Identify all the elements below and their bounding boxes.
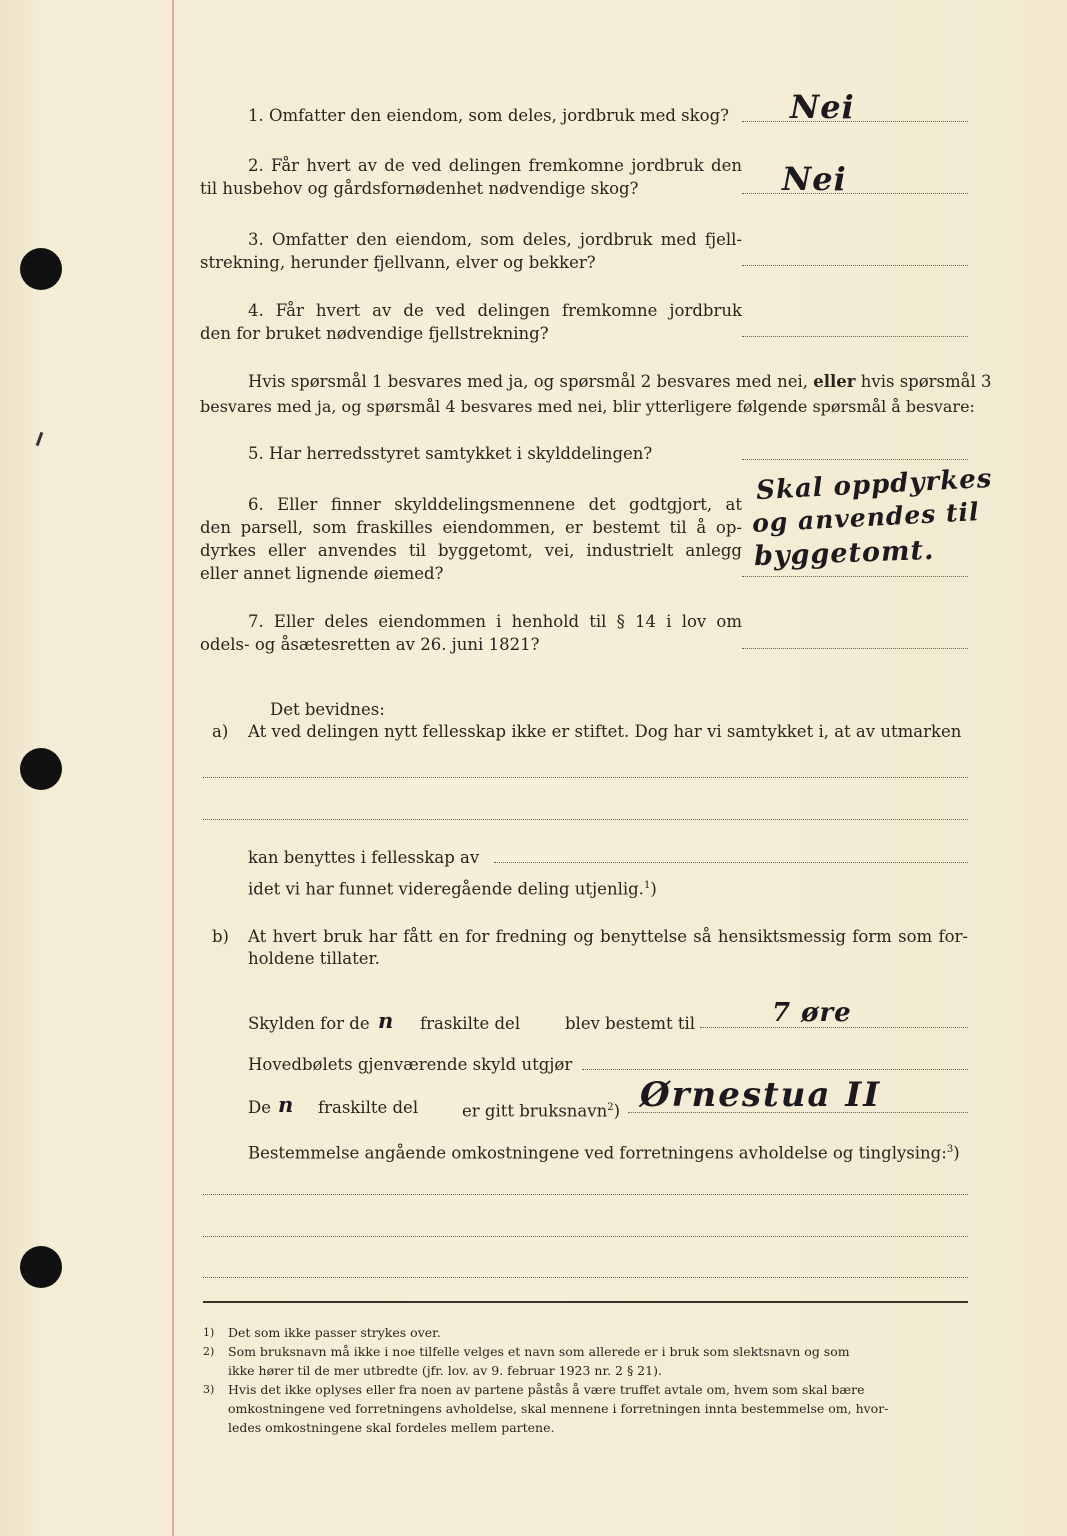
attest-b-line-2: holdene tillater.	[248, 949, 380, 968]
footnote-1-number: 1)	[203, 1326, 215, 1339]
skyld-label-c: blev bestemt til	[565, 1014, 696, 1033]
question-6-line-3: dyrkes eller anvendes til byggetomt, vei, industrielt anlegg	[200, 541, 742, 560]
footnote-2-number: 2)	[203, 1345, 215, 1358]
skyld-label-a: Skylden for de	[248, 1014, 370, 1033]
condition-line-1	[248, 370, 992, 393]
question-4-line-2: den for bruket nødvendige fjellstrekning?	[200, 324, 549, 343]
blank-line	[203, 819, 968, 820]
punch-hole	[20, 1246, 62, 1288]
shared-use-line	[494, 862, 968, 863]
bruksnavn-value-handwritten: Ørnestua II	[640, 1075, 882, 1115]
skyld-value-handwritten: 7 øre	[772, 998, 852, 1028]
attest-a-text: At ved delingen nytt fellesskap ikke er stiftet. Dog har vi samtykket i, at av utmarken	[248, 722, 962, 741]
question-2-line-1: 2. Får hvert av de ved delingen fremkomne jordbruk den	[248, 156, 742, 175]
answer-6-handwritten-line-3: byggetomt.	[753, 534, 935, 573]
answer-1-handwritten: Nei	[790, 88, 855, 126]
further-division-text	[248, 874, 657, 901]
question-2-line-2: til husbehov og gårdsfornødenhet nødvendige skog?	[200, 179, 639, 198]
condition-line-2: besvares med ja, og spørsmål 4 besvares med nei, blir ytterligere følgende spørsmål å besvare:	[200, 397, 975, 416]
bruksnavn-handwritten-n: n	[278, 1092, 295, 1117]
close-paren: )	[613, 1101, 621, 1121]
question-7-line-2: odels- og åsætesretten av 26. juni 1821?	[200, 635, 540, 654]
question-6-line-1: 6. Eller finner skylddelingsmennene det godtgjort, at	[248, 495, 742, 514]
question-5: 5. Har herredsstyret samtykket i skylddelingen?	[248, 444, 653, 463]
skyld-label-b: fraskilte del	[420, 1014, 521, 1033]
footnote-ref-1: 1	[643, 880, 651, 891]
footnote-3-number: 3)	[203, 1383, 215, 1396]
margin-line	[172, 0, 174, 1536]
margin-mark	[36, 432, 44, 446]
condition-emphasis: eller	[813, 372, 856, 391]
footnote-ref-3: 3	[946, 1144, 954, 1155]
omkost-label	[248, 1138, 960, 1165]
answer-line-6	[742, 576, 968, 577]
footnote-2-line-1: Som bruksnavn må ikke i noe tilfelle velges et navn som allerede er i bruk som slektsnavn og som	[228, 1344, 850, 1359]
question-6-line-2: den parsell, som fraskilles eiendommen, er bestemt til å op-	[200, 518, 742, 537]
skyld-handwritten-n: n	[378, 1008, 395, 1033]
footnote-3-line-3: ledes omkostningene skal fordeles mellem partene.	[228, 1420, 555, 1435]
shared-use-label: kan benyttes i fellesskap av	[248, 848, 480, 867]
blank-line	[203, 1277, 968, 1278]
attest-b-label: b)	[212, 927, 229, 946]
omkost-label-text: Bestemmelse angående omkostningene ved forretningens avholdelse og tinglysing:	[248, 1143, 947, 1163]
hoved-label: Hovedbølets gjenværende skyld utgjør	[248, 1055, 573, 1074]
answer-line-2	[742, 193, 968, 194]
condition-text-b: hvis spørsmål 3	[860, 372, 992, 391]
question-4-line-1: 4. Får hvert av de ved delingen fremkomne jordbruk	[248, 301, 742, 320]
punch-hole	[20, 248, 62, 290]
question-3-line-1: 3. Omfatter den eiendom, som deles, jordbruk med fjell-	[248, 230, 742, 249]
answer-line-5	[742, 459, 968, 460]
close-paren: )	[650, 879, 657, 899]
answer-6-handwritten-line-2: og anvendes til	[751, 497, 981, 538]
further-division-label: idet vi har funnet videregående deling utjenlig.	[248, 879, 644, 899]
footnote-rule	[203, 1301, 968, 1303]
punch-hole	[20, 748, 62, 790]
footnote-3-line-2: omkostningene ved forretningens avholdelse, skal mennene i forretningen innta bestemmelse om, hvor-	[228, 1401, 889, 1416]
question-7-line-1: 7. Eller deles eiendommen i henhold til § 14 i lov om	[248, 612, 742, 631]
answer-line-1	[742, 121, 968, 122]
question-3-line-2: strekning, herunder fjellvann, elver og bekker?	[200, 253, 596, 272]
question-1: 1. Omfatter den eiendom, som deles, jordbruk med skog?	[248, 106, 729, 125]
close-paren: )	[953, 1143, 960, 1163]
answer-2-handwritten: Nei	[782, 160, 847, 198]
blank-line	[203, 1236, 968, 1237]
hoved-value-line	[582, 1069, 968, 1070]
footnote-2-line-2: ikke hører til de mer utbredte (jfr. lov. av 9. februar 1923 nr. 2 § 21).	[228, 1363, 662, 1378]
attest-heading: Det bevidnes:	[270, 700, 385, 719]
attest-a-label: a)	[212, 722, 229, 741]
bruksnavn-label-text: er gitt bruksnavn	[462, 1101, 608, 1121]
answer-6-handwritten-line-1: Skal oppdyrkes	[755, 463, 994, 507]
footnote-1-text: Det som ikke passer strykes over.	[228, 1325, 441, 1340]
footnote-ref-2: 2	[607, 1102, 614, 1113]
condition-text-a: Hvis spørsmål 1 besvares med ja, og spørsmål 2 besvares med nei,	[248, 372, 809, 391]
answer-line-4	[742, 336, 968, 337]
blank-line	[203, 1194, 968, 1195]
footnote-3-line-1: Hvis det ikke oplyses eller fra noen av partene påstås å være truffet avtale om, hvem som skal bære	[228, 1382, 865, 1397]
answer-line-7	[742, 648, 968, 649]
bruksnavn-label-c	[462, 1096, 620, 1123]
bruksnavn-label-b: fraskilte del	[318, 1098, 419, 1117]
answer-line-3	[742, 265, 968, 266]
blank-line	[203, 777, 968, 778]
bruksnavn-label-a: De	[248, 1098, 271, 1117]
attest-b-line-1: At hvert bruk har fått en for fredning og benyttelse så hensiktsmessig form som for-	[248, 927, 968, 946]
question-6-line-4: eller annet lignende øiemed?	[200, 564, 444, 583]
